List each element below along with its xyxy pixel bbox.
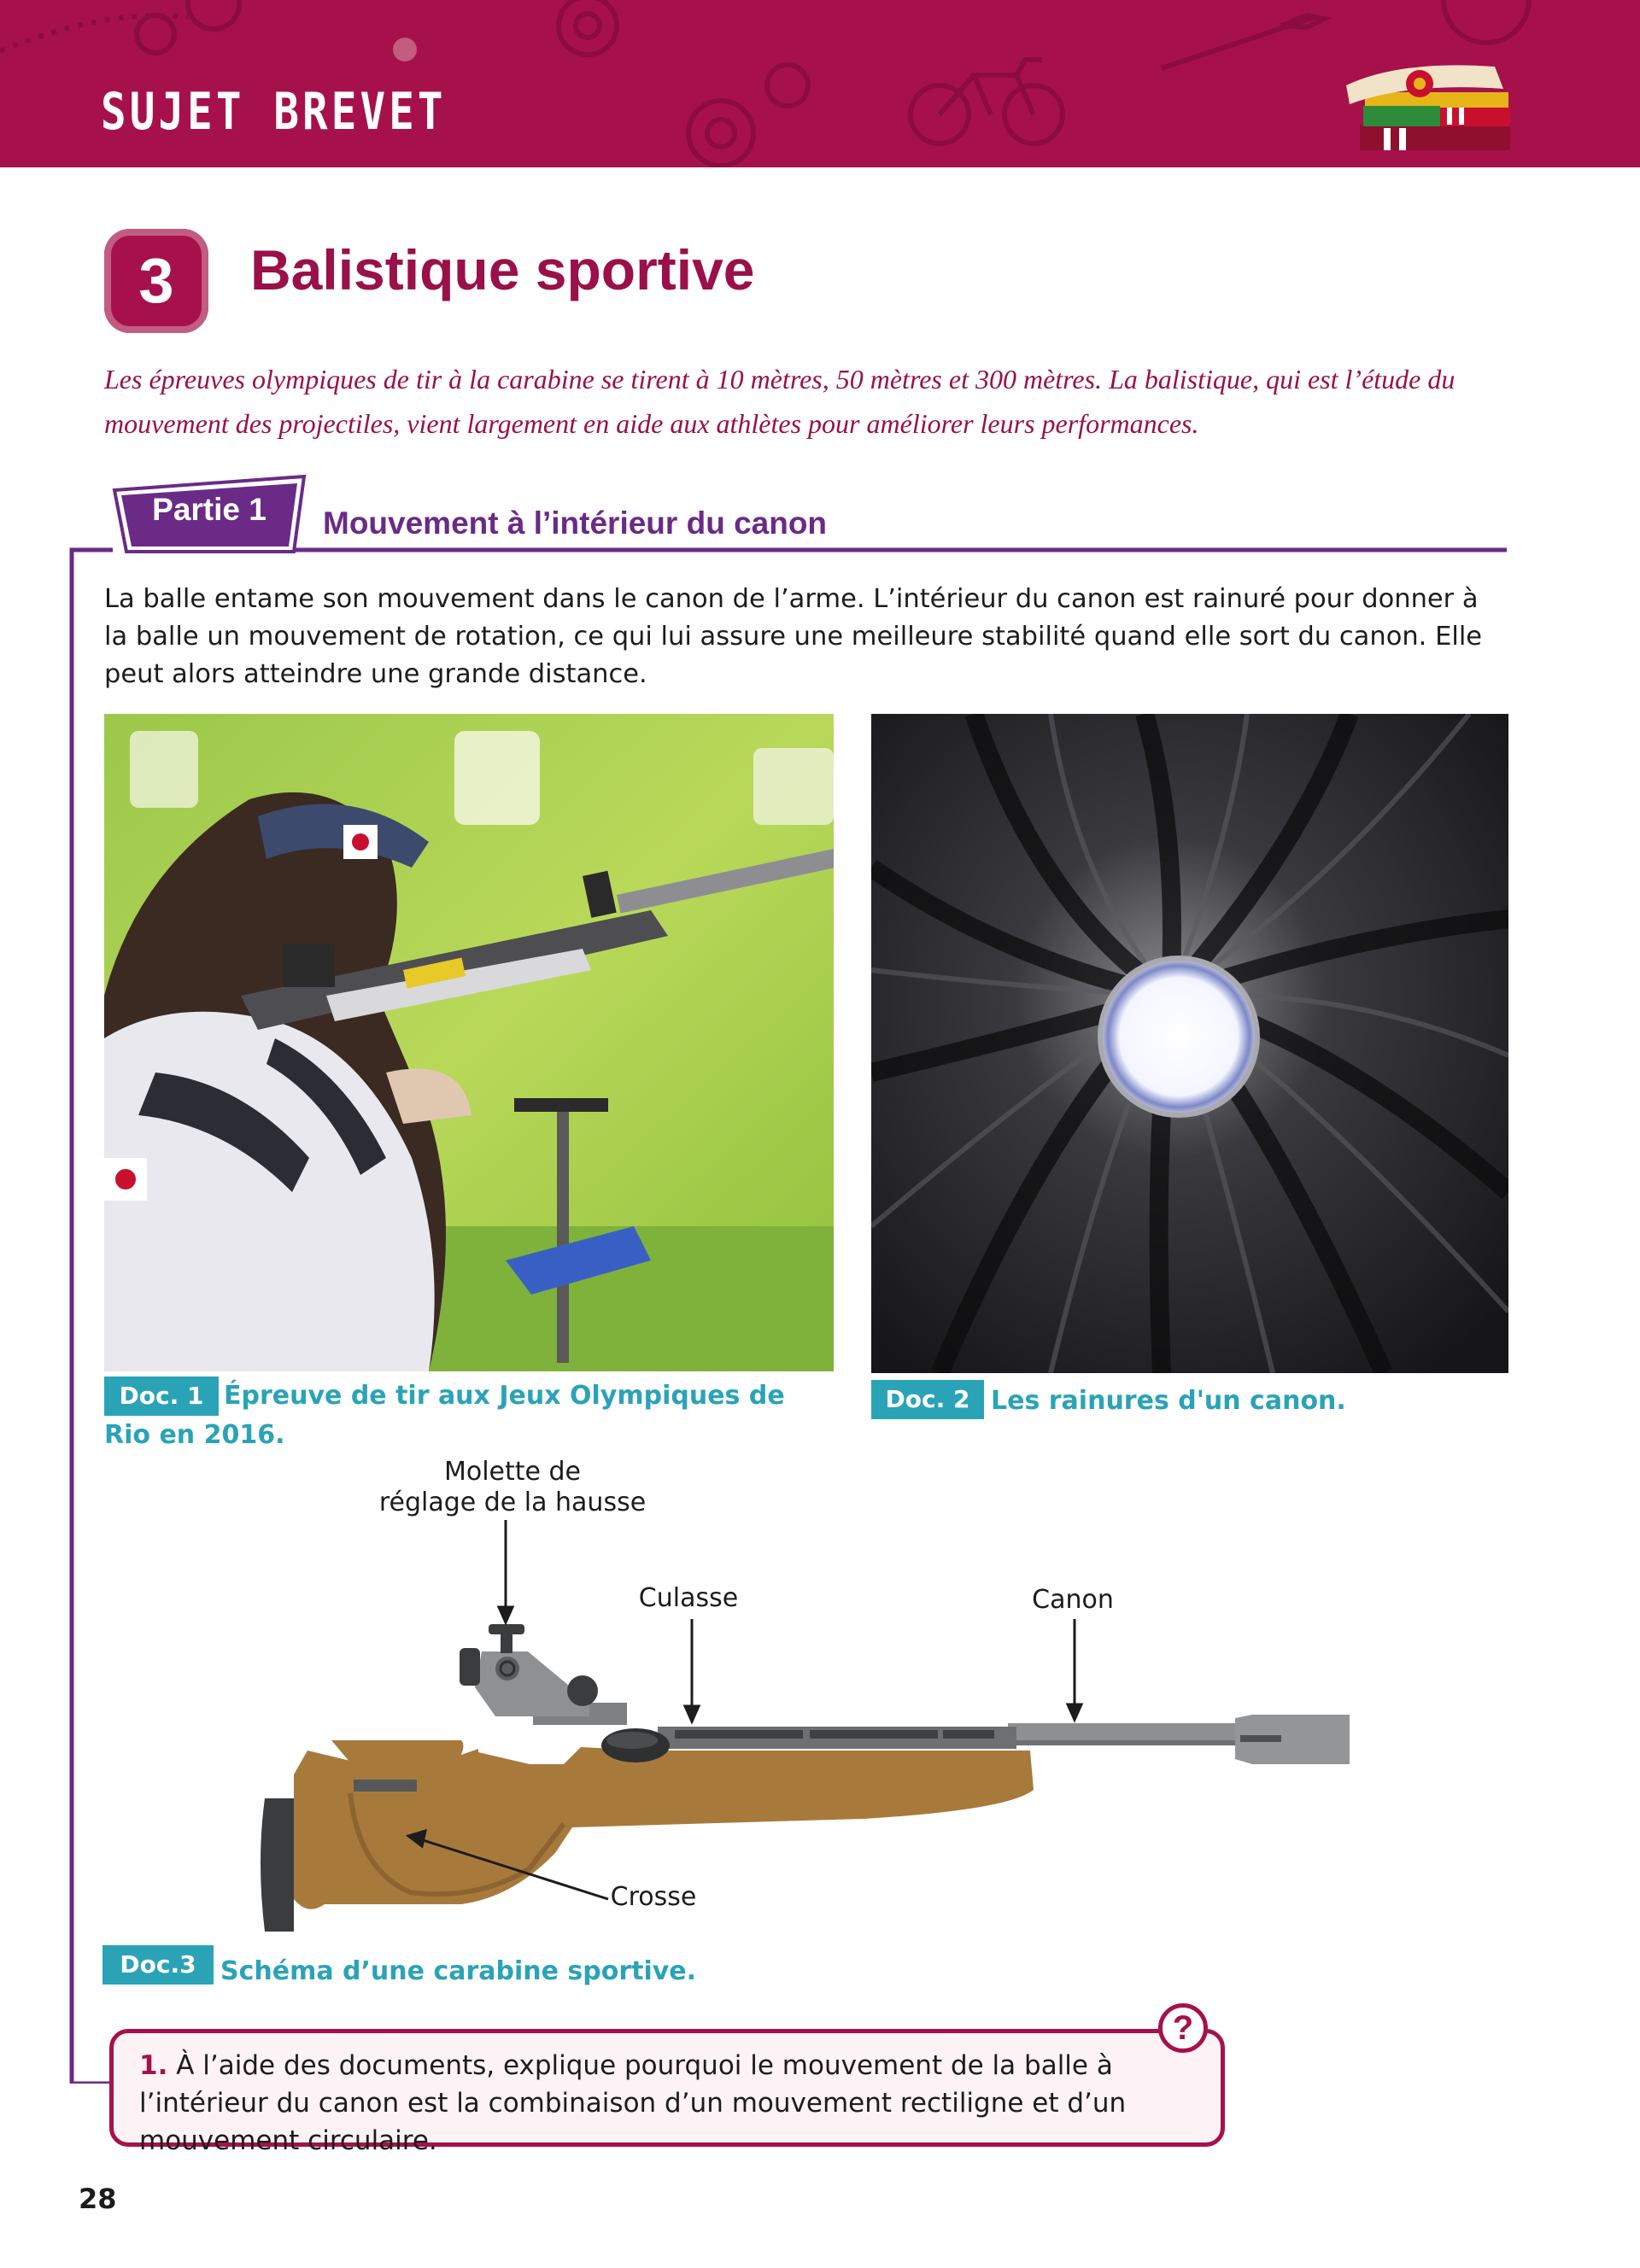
part-title: Mouvement à l’intérieur du canon — [323, 506, 828, 541]
label-canon: Canon — [1032, 1585, 1114, 1615]
doc1-photo-shooter — [104, 714, 834, 1371]
question-box — [109, 2029, 1225, 2156]
header-banner — [0, 0, 1640, 167]
doc2-caption: Les rainures d'un canon. — [991, 1386, 1346, 1416]
question-content — [139, 2047, 1215, 2160]
label-molette — [376, 1457, 649, 1518]
doc3-caption: Schéma d’une carabine sportive. — [220, 1956, 697, 1986]
label-molette-line1: Molette de — [443, 1457, 582, 1487]
exercise-number: 3 — [138, 245, 174, 316]
label-culasse: Culasse — [638, 1583, 739, 1613]
doc1-tag: Doc. 1 — [104, 1377, 219, 1416]
doc2-tag: Doc. 2 — [871, 1380, 984, 1419]
exercise-title: Balistique sportive — [250, 238, 755, 301]
doc3-rifle-diagram — [0, 1452, 1640, 1964]
exercise-number-badge — [104, 229, 208, 333]
banner-title: SUJET BREVET — [101, 82, 447, 142]
doc3-tag: Doc.3 — [102, 1945, 214, 1984]
label-crosse: Crosse — [610, 1882, 697, 1912]
doc1-caption: Épreuve de tir aux Jeux Olympiques de Rio en 2016. — [104, 1381, 785, 1450]
label-molette-line2: réglage de la hausse — [378, 1488, 647, 1517]
part-text: La balle entame son mouvement dans le canon de l’arme. L’intérieur du canon est rainuré pour donner à la balle un mouvement de rotation, ce qui lui assure une meilleure stabilité quand elle sort du canon. Elle peut alors atteindre une grande distance. — [104, 584, 1483, 689]
exercise-intro: Les épreuves olympiques de tir à la carabine se tirent à 10 mètres, 50 mètres et 300 mètres. La balistique, qui est l’étude du mouvement des projectiles, vient largement en aide aux athlètes pour améliorer leurs performances. — [104, 364, 1456, 439]
question-text: À l’aide des documents, explique pourquoi le mouvement de la balle à l’intérieur du canon est la combinaison d’un mouvement rectiligne et d’un mouvement circulaire. — [139, 2050, 1127, 2156]
page-number: 28 — [79, 2183, 117, 2215]
part-label: Partie 1 — [152, 492, 266, 527]
doc2-photo-barrel — [871, 714, 1508, 1373]
books-icon — [1346, 65, 1510, 150]
question-number: 1. — [139, 2050, 168, 2081]
question-mark-icon: ? — [1158, 2003, 1208, 2053]
